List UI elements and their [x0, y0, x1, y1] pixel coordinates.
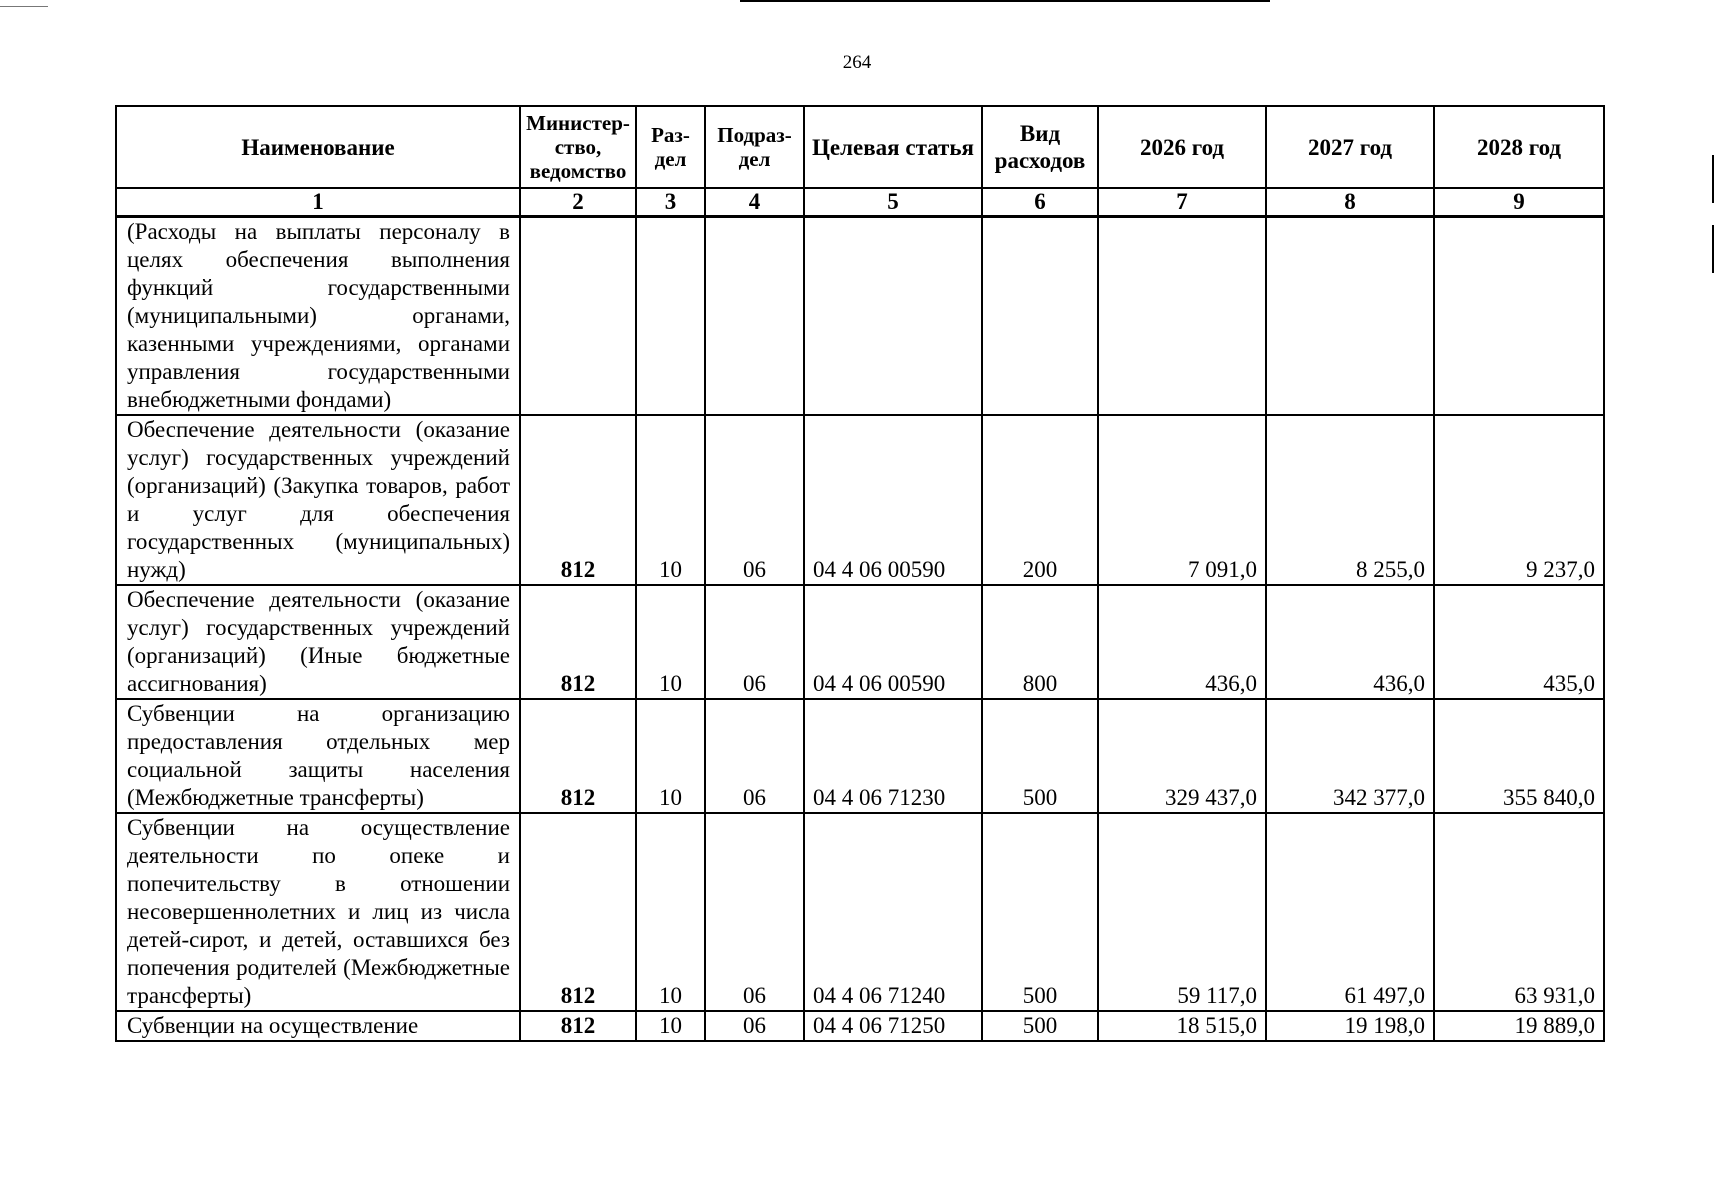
row-ministry: 812	[520, 1011, 636, 1041]
table-row	[116, 1011, 1604, 1041]
column-number-row	[116, 188, 1604, 217]
table-row	[116, 813, 1604, 1011]
header-2028: 2028 год	[1434, 106, 1604, 188]
row-subsection: 06	[705, 585, 804, 699]
header-section: Раз-дел	[636, 106, 705, 188]
column-number: 7	[1098, 188, 1266, 217]
header-name: Наименование	[116, 106, 520, 188]
row-target-article	[804, 217, 982, 416]
row-name: Обеспечение деятельности (оказание услуг) государственных учреждений (организаций) (Иные бюджетные ассигнования)	[116, 585, 520, 699]
row-name: Обеспечение деятельности (оказание услуг) государственных учреждений (организаций) (Закупка товаров, работ и услуг для обеспечения государственных (муниципальных) нужд)	[116, 415, 520, 585]
table-row	[116, 585, 1604, 699]
row-amount-2026: 436,0	[1098, 585, 1266, 699]
column-number: 2	[520, 188, 636, 217]
row-target-article: 04 4 06 71250	[804, 1011, 982, 1041]
table-row	[116, 217, 1604, 416]
row-name: Субвенции на осуществление	[116, 1011, 520, 1041]
row-amount-2028: 19 889,0	[1434, 1011, 1604, 1041]
row-ministry: 812	[520, 699, 636, 813]
row-expense-type: 500	[982, 1011, 1098, 1041]
header-target-article: Целевая статья	[804, 106, 982, 188]
column-number: 5	[804, 188, 982, 217]
row-amount-2028: 355 840,0	[1434, 699, 1604, 813]
row-name: Субвенции на осуществление деятельности по опеке и попечительству в отношении несовершеннолетних и лиц из числа детей-сирот, и детей, оставшихся без попечения родителей (Межбюджетные трансферты)	[116, 813, 520, 1011]
budget-table	[115, 105, 1605, 1042]
row-amount-2026: 59 117,0	[1098, 813, 1266, 1011]
row-name: (Расходы на выплаты персоналу в целях обеспечения выполнения функций государственными (муниципальными) органами, казенными учреждениями, органами управления государственными внебюджетными фондами)	[116, 217, 520, 416]
top-edge-rule	[740, 0, 1270, 2]
column-number: 8	[1266, 188, 1434, 217]
row-amount-2028: 435,0	[1434, 585, 1604, 699]
column-number: 4	[705, 188, 804, 217]
row-amount-2028	[1434, 217, 1604, 416]
row-target-article: 04 4 06 71230	[804, 699, 982, 813]
header-2026: 2026 год	[1098, 106, 1266, 188]
row-subsection: 06	[705, 813, 804, 1011]
row-amount-2027	[1266, 217, 1434, 416]
row-expense-type	[982, 217, 1098, 416]
row-ministry	[520, 217, 636, 416]
row-target-article: 04 4 06 00590	[804, 415, 982, 585]
table-row	[116, 415, 1604, 585]
column-number: 3	[636, 188, 705, 217]
corner-scan-mark	[0, 6, 48, 7]
row-amount-2026: 7 091,0	[1098, 415, 1266, 585]
header-ministry: Министер-ство, ведомство	[520, 106, 636, 188]
row-section: 10	[636, 699, 705, 813]
row-expense-type: 500	[982, 699, 1098, 813]
table-row	[116, 699, 1604, 813]
header-subsection: Подраз-дел	[705, 106, 804, 188]
row-section	[636, 217, 705, 416]
row-subsection: 06	[705, 415, 804, 585]
page-number: 264	[842, 52, 872, 73]
header-row	[116, 106, 1604, 188]
row-ministry: 812	[520, 813, 636, 1011]
column-number: 6	[982, 188, 1098, 217]
row-subsection: 06	[705, 1011, 804, 1041]
header-expense-type: Вид расходов	[982, 106, 1098, 188]
row-amount-2026: 329 437,0	[1098, 699, 1266, 813]
row-section: 10	[636, 813, 705, 1011]
row-target-article: 04 4 06 71240	[804, 813, 982, 1011]
row-amount-2028: 63 931,0	[1434, 813, 1604, 1011]
header-2027: 2027 год	[1266, 106, 1434, 188]
row-target-article: 04 4 06 00590	[804, 585, 982, 699]
row-amount-2026: 18 515,0	[1098, 1011, 1266, 1041]
row-expense-type: 200	[982, 415, 1098, 585]
row-amount-2027: 8 255,0	[1266, 415, 1434, 585]
row-section: 10	[636, 415, 705, 585]
row-amount-2026	[1098, 217, 1266, 416]
row-section: 10	[636, 1011, 705, 1041]
row-amount-2028: 9 237,0	[1434, 415, 1604, 585]
row-name: Субвенции на организацию предоставления отдельных мер социальной защиты населения (Межбюджетные трансферты)	[116, 699, 520, 813]
row-ministry: 812	[520, 415, 636, 585]
row-expense-type: 500	[982, 813, 1098, 1011]
row-section: 10	[636, 585, 705, 699]
column-number: 1	[116, 188, 520, 217]
row-amount-2027: 61 497,0	[1266, 813, 1434, 1011]
row-amount-2027: 19 198,0	[1266, 1011, 1434, 1041]
row-subsection: 06	[705, 699, 804, 813]
row-amount-2027: 436,0	[1266, 585, 1434, 699]
row-subsection	[705, 217, 804, 416]
row-amount-2027: 342 377,0	[1266, 699, 1434, 813]
row-expense-type: 800	[982, 585, 1098, 699]
column-number: 9	[1434, 188, 1604, 217]
row-ministry: 812	[520, 585, 636, 699]
